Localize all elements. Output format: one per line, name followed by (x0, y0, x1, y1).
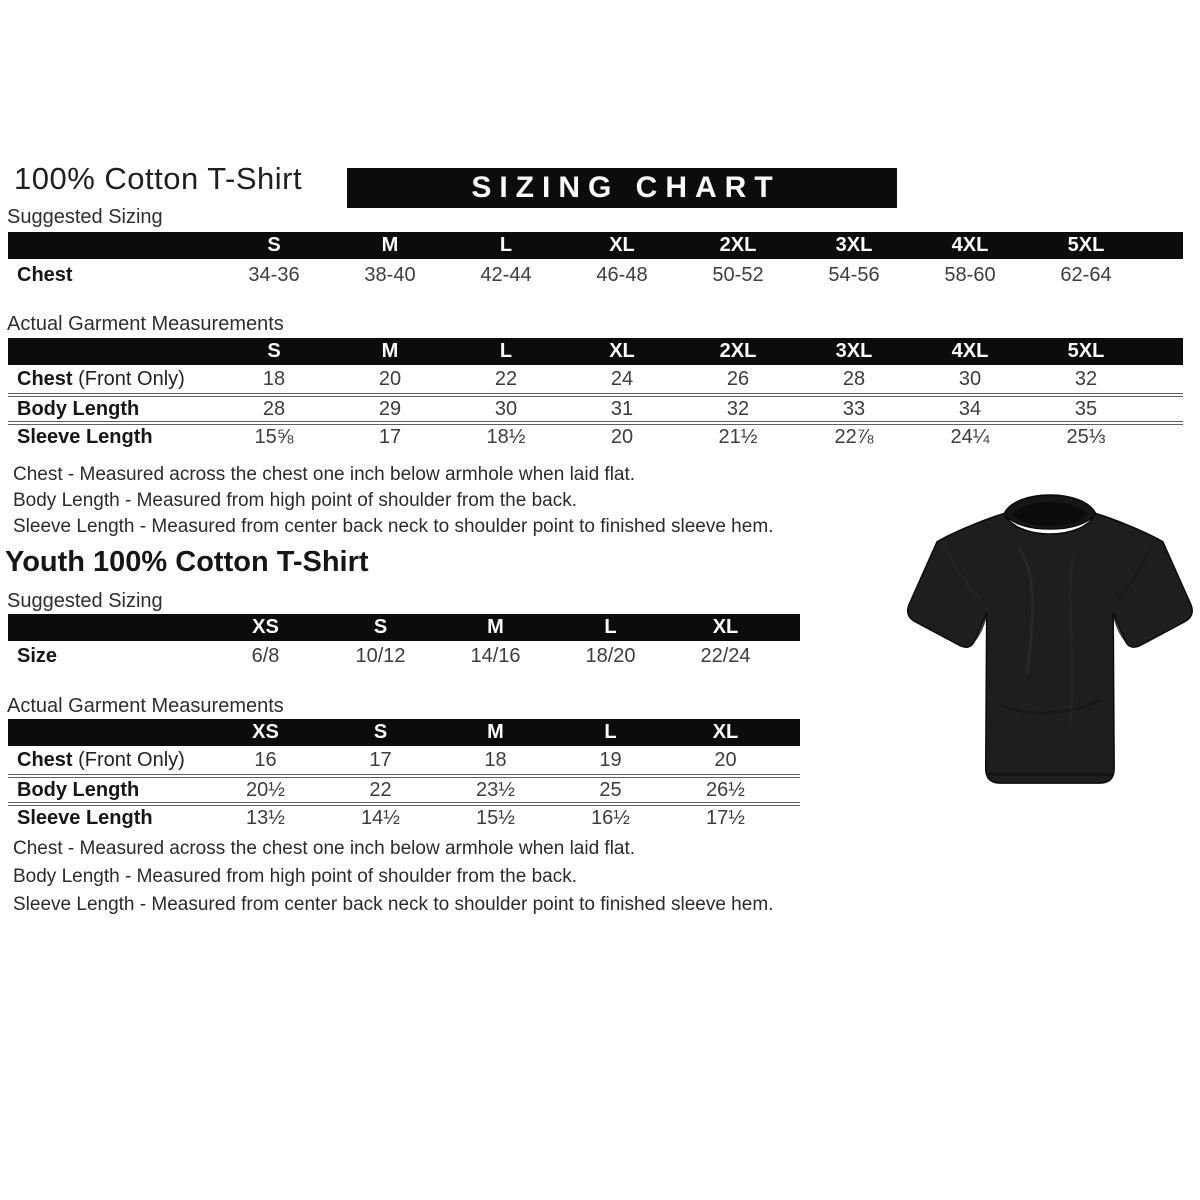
value-cell: 32 (726, 397, 750, 420)
value-cell: 30 (958, 367, 982, 390)
size-column-header: S (267, 234, 281, 256)
value-cell: 28 (842, 367, 866, 390)
value-cell: 35 (1074, 397, 1098, 420)
value-cell: 30 (494, 397, 518, 420)
adult-garment-measurements-table (8, 338, 1183, 449)
size-column-header: M (487, 721, 504, 743)
banner-title: SIZING CHART (471, 171, 781, 204)
size-column-header: L (499, 234, 513, 256)
size-column-header: 2XL (719, 234, 757, 256)
value-cell: 18 (262, 367, 286, 390)
value-cell: 29 (378, 397, 402, 420)
note-sleeve-length-definition: Sleeve Length - Measured from center back neck to shoulder point to finished sleeve hem. (13, 516, 774, 537)
size-column-header: XL (609, 234, 635, 256)
value-cell: 62-64 (1060, 264, 1112, 286)
value-cell: 15⅝ (254, 425, 294, 448)
row-label: Chest (Front Only) (17, 748, 185, 771)
note-body-length-definition: Body Length - Measured from high point of shoulder from the back. (13, 490, 577, 511)
size-column-header: 5XL (1067, 340, 1105, 362)
note-chest-definition: Chest - Measured across the chest one inch below armhole when laid flat. (13, 838, 636, 859)
table-row (8, 641, 800, 672)
size-column-header: M (381, 234, 399, 256)
value-cell: 31 (610, 397, 634, 420)
youth-title: Youth 100% Cotton T-Shirt (5, 546, 369, 578)
row-label: Sleeve Length (17, 806, 153, 829)
row-label: Body Length (17, 397, 140, 420)
size-column-header: 5XL (1067, 234, 1105, 256)
size-column-header: 4XL (951, 340, 989, 362)
row-label: Body Length (17, 778, 140, 801)
value-cell: 16½ (591, 806, 630, 829)
adult-suggested-sizing-table (8, 232, 1183, 292)
note-body-length-definition: Body Length - Measured from high point of shoulder from the back. (13, 866, 577, 887)
youth-garment-measurements-label: Actual Garment Measurements (7, 695, 284, 717)
adult-garment-measurements-label: Actual Garment Measurements (7, 313, 284, 335)
size-column-header: M (381, 340, 399, 362)
value-cell: 32 (1074, 367, 1098, 390)
row-label: Sleeve Length (17, 425, 153, 448)
value-cell: 17 (378, 425, 402, 448)
black-tshirt-product-photo (902, 480, 1194, 802)
size-column-header: XL (609, 340, 635, 362)
value-cell: 46-48 (596, 264, 648, 286)
row-label: Chest (Front Only) (17, 367, 185, 390)
size-column-header: L (604, 616, 617, 638)
table-header-bar (8, 614, 800, 641)
value-cell: 26½ (706, 778, 745, 801)
value-cell: 22/24 (700, 645, 751, 667)
size-column-header: XL (712, 616, 739, 638)
table-row (8, 393, 1183, 421)
size-column-header: M (487, 616, 504, 638)
size-column-header: XS (252, 616, 279, 638)
value-cell: 10/12 (355, 645, 406, 667)
adult-title: 100% Cotton T-Shirt (14, 161, 303, 196)
value-cell: 14/16 (470, 645, 521, 667)
size-column-header: S (267, 340, 281, 362)
value-cell: 26 (726, 367, 750, 390)
youth-suggested-sizing-table (8, 614, 800, 672)
value-cell: 23½ (476, 778, 515, 801)
row-label: Chest (17, 264, 73, 286)
value-cell: 20 (378, 367, 402, 390)
value-cell: 50-52 (712, 264, 764, 286)
value-cell: 22⅞ (834, 425, 874, 448)
value-cell: 54-56 (828, 264, 880, 286)
value-cell: 16 (254, 748, 277, 771)
youth-measurement-notes (13, 839, 773, 923)
value-cell: 20 (714, 748, 737, 771)
value-cell: 24¼ (950, 425, 990, 448)
value-cell: 33 (842, 397, 866, 420)
value-cell: 20½ (246, 778, 285, 801)
table-row (8, 802, 800, 830)
size-column-header: L (499, 340, 513, 362)
size-column-header: S (373, 721, 388, 743)
table-header-bar (8, 232, 1183, 259)
value-cell: 28 (262, 397, 286, 420)
value-cell: 15½ (476, 806, 515, 829)
table-row (8, 746, 800, 774)
value-cell: 34-36 (248, 264, 300, 286)
value-cell: 38-40 (364, 264, 416, 286)
size-column-header: 4XL (951, 234, 989, 256)
value-cell: 58-60 (944, 264, 996, 286)
value-cell: 22 (369, 778, 392, 801)
table-header-bar (8, 719, 800, 746)
adult-suggested-sizing-label: Suggested Sizing (7, 206, 163, 228)
size-column-header: XS (252, 721, 279, 743)
value-cell: 17 (369, 748, 392, 771)
table-header-bar (8, 338, 1183, 365)
value-cell: 14½ (361, 806, 400, 829)
value-cell: 24 (610, 367, 634, 390)
adult-measurement-notes (13, 465, 773, 543)
size-column-header: XL (712, 721, 739, 743)
size-column-header: 3XL (835, 234, 873, 256)
value-cell: 18 (484, 748, 507, 771)
sizing-chart-banner (347, 168, 897, 208)
row-label: Size (17, 645, 58, 667)
note-sleeve-length-definition: Sleeve Length - Measured from center back neck to shoulder point to finished sleeve hem. (13, 894, 774, 915)
value-cell: 18½ (486, 425, 526, 448)
value-cell: 25 (599, 778, 622, 801)
value-cell: 13½ (246, 806, 285, 829)
size-column-header: 2XL (719, 340, 757, 362)
value-cell: 17½ (706, 806, 745, 829)
table-row (8, 774, 800, 802)
value-cell: 25⅓ (1066, 425, 1106, 448)
value-cell: 34 (958, 397, 982, 420)
tshirt-illustration (902, 480, 1194, 802)
size-column-header: L (604, 721, 617, 743)
table-row (8, 259, 1183, 292)
value-cell: 22 (494, 367, 518, 390)
value-cell: 19 (599, 748, 622, 771)
table-row (8, 365, 1183, 393)
value-cell: 6/8 (251, 645, 280, 667)
size-column-header: 3XL (835, 340, 873, 362)
youth-suggested-sizing-label: Suggested Sizing (7, 590, 163, 612)
note-chest-definition: Chest - Measured across the chest one inch below armhole when laid flat. (13, 464, 636, 485)
value-cell: 20 (610, 425, 634, 448)
value-cell: 21½ (718, 425, 758, 448)
size-column-header: S (373, 616, 388, 638)
youth-garment-measurements-table (8, 719, 800, 830)
table-row (8, 421, 1183, 449)
value-cell: 42-44 (480, 264, 532, 286)
value-cell: 18/20 (585, 645, 636, 667)
